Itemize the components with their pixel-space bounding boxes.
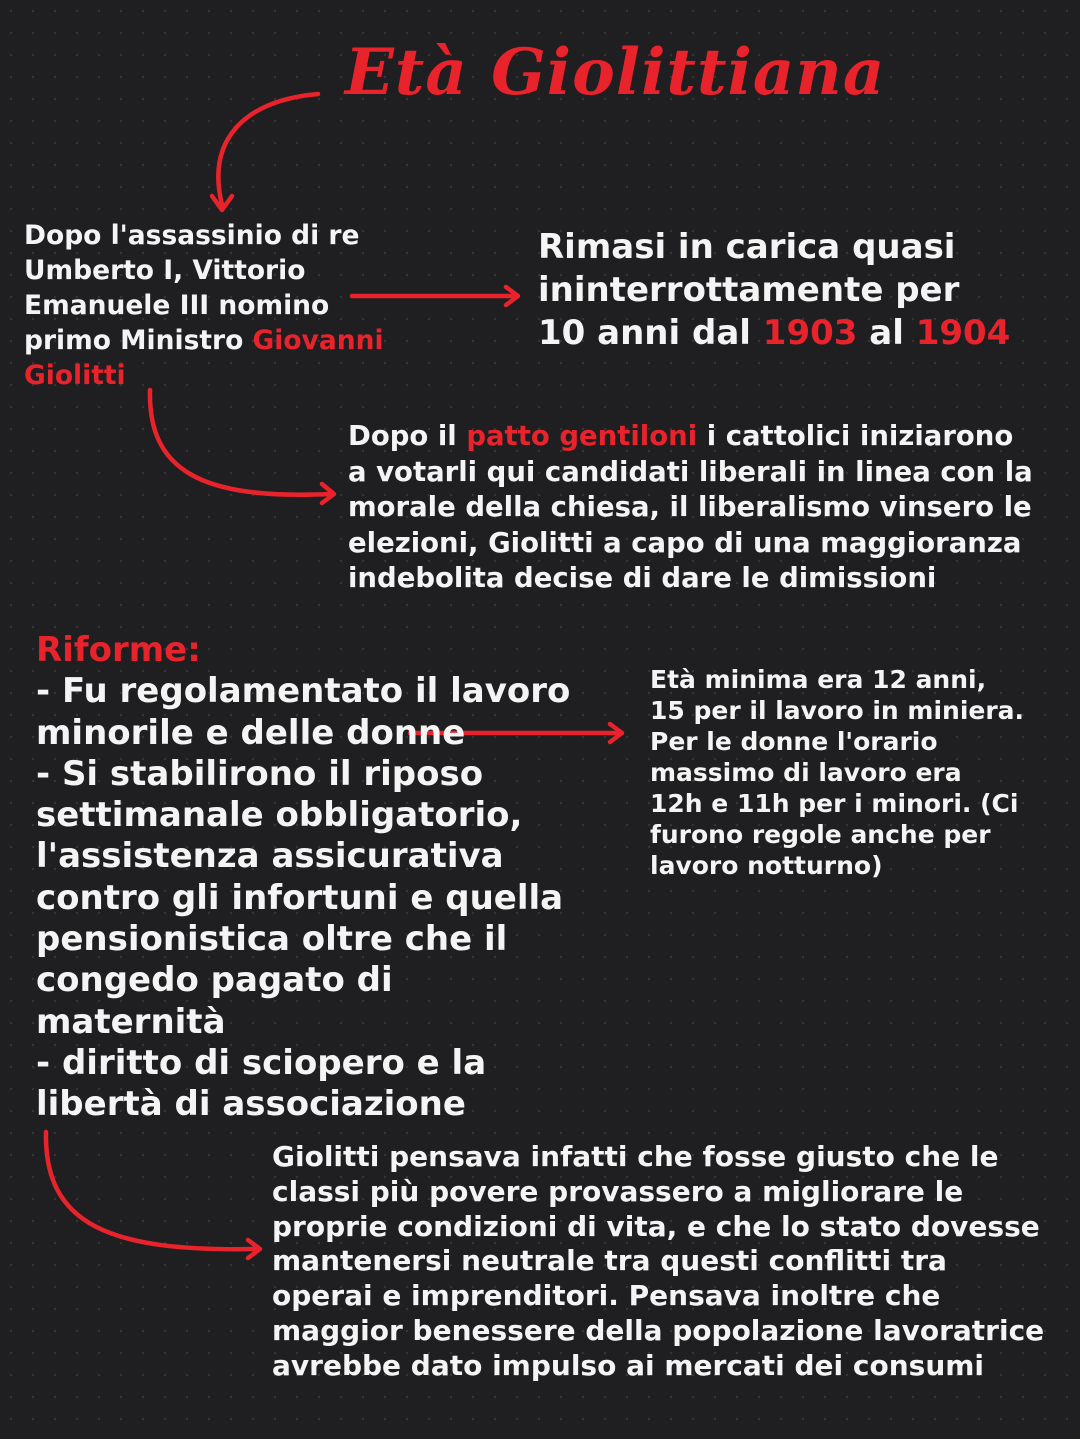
- gentiloni-line: elezioni, Giolitti a capo di una maggioranza: [348, 526, 1022, 559]
- intro-line: Dopo l'assassinio di re: [24, 220, 360, 251]
- term-line: [538, 312, 1011, 355]
- reforms-line: - Si stabilirono il riposo: [36, 753, 484, 794]
- reforms-line: - diritto di sciopero e la: [36, 1042, 487, 1083]
- labor-age-line: massimo di lavoro era: [650, 758, 962, 787]
- reforms-line: minorile e delle donne: [36, 712, 466, 753]
- giolitti-view-note: [272, 1140, 1045, 1384]
- arrowhead-block5: [610, 724, 622, 742]
- reforms-note: [36, 630, 571, 1126]
- reforms-line: libertà di associazione: [36, 1084, 466, 1125]
- giolitti-view-line: operai e imprenditori. Pensava inoltre che: [272, 1279, 941, 1313]
- labor-age-line: furono regole anche per: [650, 820, 991, 849]
- gentiloni-note: [348, 419, 1038, 597]
- page-title: Età Giolittiana: [345, 35, 886, 110]
- reforms-heading: Riforme:: [36, 630, 201, 670]
- arrowhead-block6: [248, 1240, 260, 1258]
- giolitti-view-line: avrebbe dato impulso ai mercati dei consumi: [272, 1348, 985, 1382]
- reforms-line: maternità: [36, 1001, 226, 1042]
- highlight-giovanni: Giovanni: [252, 325, 384, 356]
- labor-age-note: [650, 664, 1030, 881]
- term-line: ininterrottamente per: [538, 270, 960, 310]
- arrowhead-block2: [506, 287, 518, 305]
- term-note: [538, 226, 1011, 355]
- gentiloni-line: [348, 419, 1038, 455]
- reforms-line: pensionistica oltre che il: [36, 919, 508, 960]
- labor-age-line: Per le donne l'orario: [650, 727, 938, 756]
- arrowhead-block3: [322, 484, 334, 503]
- arrowhead-title: [212, 196, 232, 210]
- reforms-line: settimanale obbligatorio,: [36, 795, 523, 836]
- year-end: 1904: [915, 313, 1011, 353]
- intro-note: [24, 218, 394, 393]
- gentiloni-text: Dopo il: [348, 420, 467, 452]
- gentiloni-line: morale della chiesa, il liberalismo vinsero le: [348, 491, 1032, 523]
- giolitti-view-line: proprie condizioni di vita, e che lo stato dovesse: [272, 1209, 1040, 1243]
- giolitti-view-line: maggior benessere della popolazione lavoratrice: [272, 1313, 1045, 1347]
- intro-line: Emanuele III nomino: [24, 290, 330, 321]
- term-line: Rimasi in carica quasi: [538, 227, 956, 267]
- term-text: al: [857, 313, 916, 353]
- year-start: 1903: [762, 313, 858, 353]
- highlight-giolitti: Giolitti: [24, 360, 126, 391]
- giolitti-view-line: Giolitti pensava infatti che fosse giusto che le: [272, 1140, 999, 1173]
- intro-line: [24, 323, 394, 358]
- labor-age-line: Età minima era 12 anni,: [650, 665, 987, 694]
- giolitti-view-line: mantenersi neutrale tra questi conflitti tra: [272, 1244, 947, 1278]
- intro-line: Umberto I, Vittorio: [24, 255, 306, 286]
- arrow-block4-to-block6: [46, 1132, 256, 1249]
- reforms-line: - Fu regolamentato il lavoro: [36, 671, 571, 712]
- gentiloni-text: i cattolici iniziarono: [697, 420, 1014, 452]
- gentiloni-line: a votarli qui candidati liberali in linea con la: [348, 455, 1033, 488]
- labor-age-line: 12h e 11h per i minori. (Ci: [650, 789, 1019, 818]
- giolitti-view-line: classi più povere provassero a migliorare le: [272, 1174, 964, 1208]
- reforms-line: l'assistenza assicurativa: [36, 836, 504, 877]
- gentiloni-line: indebolita decise di dare le dimissioni: [348, 562, 937, 594]
- highlight-patto-gentiloni: patto gentiloni: [466, 420, 698, 452]
- arrow-title-to-block1: [218, 94, 318, 205]
- reforms-line: congedo pagato di: [36, 960, 393, 1001]
- reforms-line: contro gli infortuni e quella: [36, 877, 564, 918]
- labor-age-line: 15 per il lavoro in miniera.: [650, 696, 1025, 725]
- arrow-block1-to-block3: [150, 390, 330, 495]
- intro-text: primo Ministro: [24, 325, 253, 356]
- term-text: 10 anni dal: [538, 313, 763, 353]
- labor-age-line: lavoro notturno): [650, 851, 883, 880]
